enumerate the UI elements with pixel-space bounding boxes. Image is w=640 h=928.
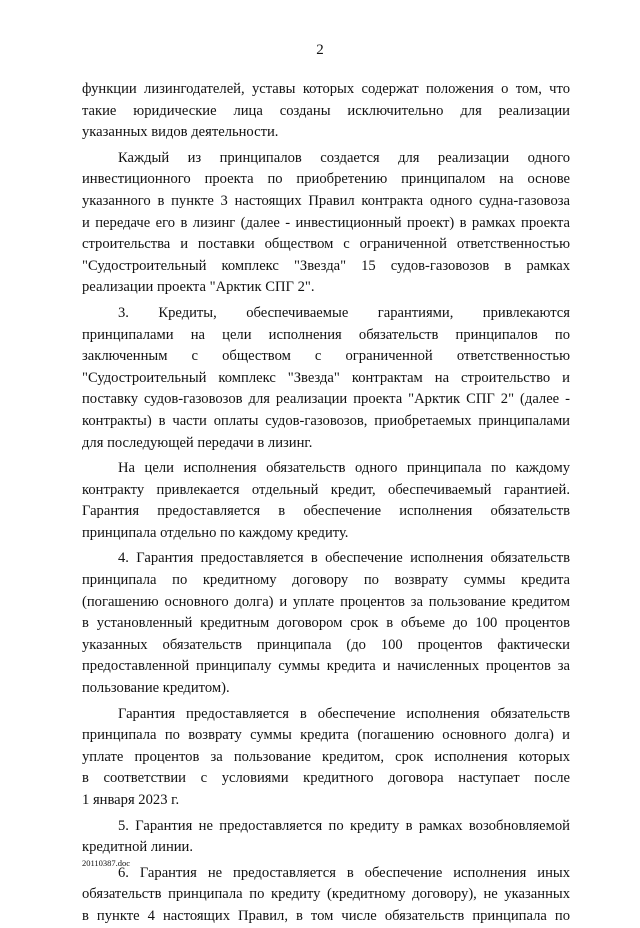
text-line: Гарантия предоставляется в обеспечение исполнения обязательств xyxy=(82,503,570,520)
text-line: пользование кредитом). xyxy=(82,680,230,697)
document-body xyxy=(82,79,570,928)
text-line: функции лизингодателей, уставы которых содержат положения о том, что xyxy=(82,81,570,97)
text-line: контракту привлекается отдельный кредит, обеспечиваемый гарантией. xyxy=(82,481,570,498)
text-line: принципалами на цели исполнения обязательств принципалов по xyxy=(82,326,570,343)
footer-filename: 20110387.doc xyxy=(82,858,131,868)
text-line: 4. Гарантия предоставляется в обеспечение исполнения обязательств xyxy=(118,550,570,567)
text-line: указанных обязательств принципала (до 100 процентов фактически xyxy=(82,636,570,653)
page-number: 2 xyxy=(316,42,324,58)
text-line: 3. Кредиты, обеспечиваемые гарантиями, привлекаются xyxy=(118,304,570,321)
text-line: На цели исполнения обязательств одного принципала по каждому xyxy=(118,460,570,477)
text-line: кредитной линии. xyxy=(82,839,194,856)
text-line: (погашению основного долга) и уплате процентов за пользование кредитом xyxy=(82,593,570,610)
text-line: в соответствии с условиями кредитного договора наступает после xyxy=(82,770,570,787)
text-line: строительства и поставки обществом с ограниченной ответственностью xyxy=(82,236,570,253)
text-line: принципала отдельно по каждому кредиту. xyxy=(82,524,349,541)
text-line: указанных видов деятельности. xyxy=(82,124,279,141)
text-line: Гарантия предоставляется в обеспечение исполнения обязательств xyxy=(118,705,570,722)
text-line: и передаче его в лизинг (далее - инвестиционный проект) в рамках проекта xyxy=(82,214,570,231)
text-line: принципала по кредитному договору по возврату суммы кредита xyxy=(82,572,570,589)
text-line: реализации проекта "Арктик СПГ 2". xyxy=(82,279,315,296)
text-line: поставку судов-газовозов для реализации проекта "Арктик СПГ 2" (далее - xyxy=(82,391,570,408)
text-line: заключенным с обществом с ограниченной ответственностью xyxy=(82,348,570,365)
text-line: предоставленной принципалу суммы кредита и начисленных процентов за xyxy=(82,658,570,675)
text-line: "Судостроительный комплекс "Звезда" 15 судов-газовозов в рамках xyxy=(82,257,570,274)
text-line: Каждый из принципалов создается для реализации одного xyxy=(118,149,570,166)
text-line: 6. Гарантия не предоставляется в обеспечение исполнения иных xyxy=(118,864,570,881)
text-line: в пункте 4 настоящих Правил, в том числе обязательств принципала по xyxy=(82,907,570,924)
text-line: 5. Гарантия не предоставляется по кредиту в рамках возобновляемой xyxy=(118,817,570,834)
text-line: инвестиционного проекта по приобретению принципалом на основе xyxy=(82,171,570,188)
text-line: в установленный кредитным договором срок в объеме до 100 процентов xyxy=(82,615,570,632)
text-line: обязательств принципала по кредиту (кредитному договору), не указанных xyxy=(82,886,570,903)
text-line: контракты) в части оплаты судов-газовозов, приобретаемых принципалами xyxy=(82,412,570,429)
text-line: принципала по возврату суммы кредита (погашению основного долга) и xyxy=(82,727,570,744)
text-line: указанного в пункте 3 настоящих Правил контракта одного судна-газовоза xyxy=(82,192,570,209)
text-line: "Судостроительный комплекс "Звезда" контрактам на строительство и xyxy=(82,369,570,386)
text-line: уплате процентов за пользование кредитом, срок исполнения которых xyxy=(82,748,570,765)
text-line: такие юридические лица созданы исключительно для реализации xyxy=(82,102,570,119)
text-line: для последующей передачи в лизинг. xyxy=(82,434,313,451)
text-line: 1 января 2023 г. xyxy=(82,792,180,808)
